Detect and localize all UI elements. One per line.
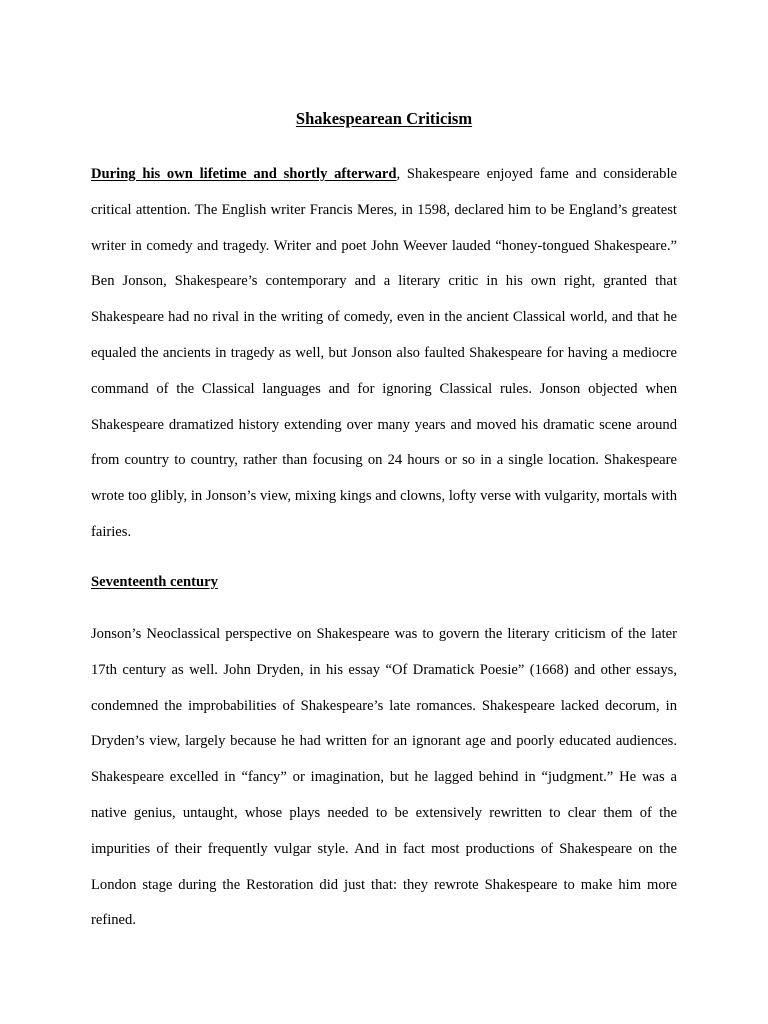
paragraph-seventeenth-century: Jonson’s Neoclassical perspective on Shakespeare was to govern the literary criticism of the later 17th century as well. John Dryden, in his essay “Of Dramatick Poesie” (1668) and other essays, condemned the improbabilities of Shakespeare’s late romances. Shakespeare lacked decorum, in Dryden’s view, largely because he had written for an ignorant age and poorly educated audiences. Shakespeare excelled in “fancy” or imagination, but he lagged behind in “judgment.” He was a native genius, untaught, whose plays needed to be extensively rewritten to clear them of the impurities of their frequently vulgar style. And in fact most productions of Shakespeare on the London stage during the Restoration did just that: they rewrote Shakespeare to make him more refined. — [91, 626, 677, 929]
paragraph-body-text: , Shakespeare enjoyed fame and considerable critical attention. The English writer Francis Meres, in 1598, declared him to be England’s greatest writer in comedy and tragedy. Writer and poet John Weever lauded “honey-tongued Shakespeare.” Ben Jonson, Shakespeare’s contemporary and a literary critic in his own right, granted that Shakespeare had no rival in the writing of comedy, even in the ancient Classical world, and that he equaled the ancients in tragedy as well, but Jonson also faulted Shakespeare for having a mediocre command of the Classical languages and for ignoring Classical rules. Jonson objected when Shakespeare dramatized history extending over many years and moved his dramatic scene around from country to country, rather than focusing on 24 hours or so in a single location. Shakespeare wrote too glibly, in Jonson’s view, mixing kings and clowns, lofty verse with vulgarity, mortals with fairies. — [91, 166, 677, 540]
page-title: Shakespearean Criticism — [295, 109, 473, 128]
section-heading-seventeenth-century: Seventeenth century — [91, 574, 218, 590]
paragraph-lifetime — [91, 157, 677, 551]
paragraph-lead-heading: During his own lifetime and shortly afterward — [91, 166, 397, 182]
